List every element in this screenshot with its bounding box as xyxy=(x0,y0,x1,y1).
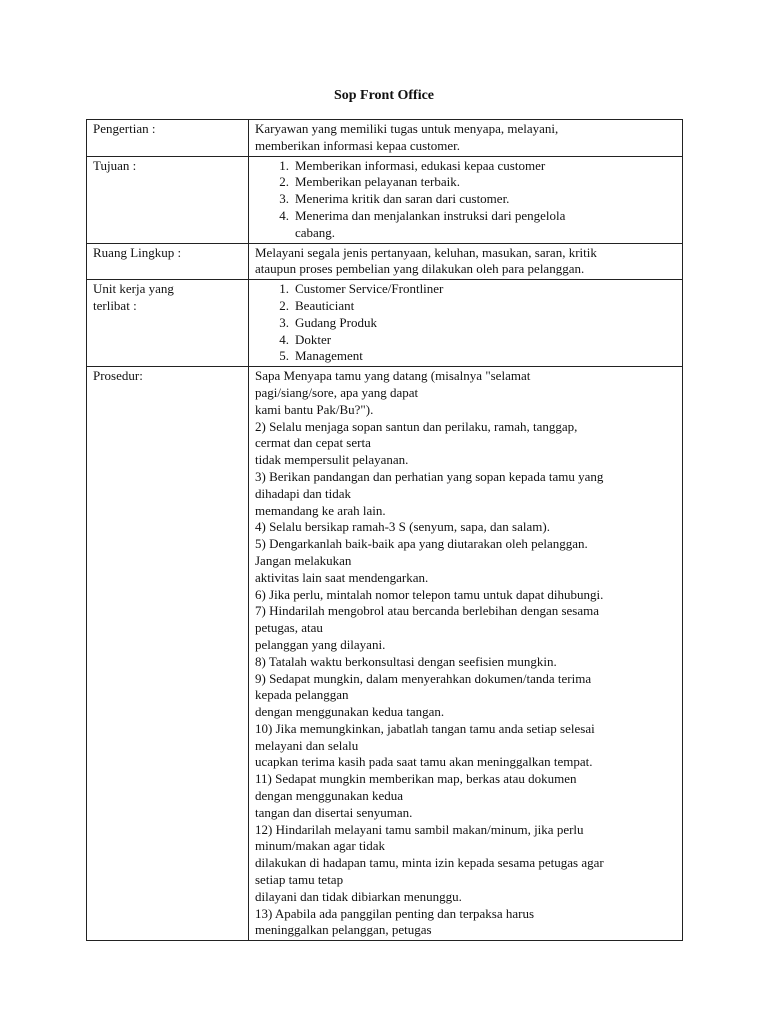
prosedur-line: melayani dan selalu xyxy=(255,737,359,753)
prosedur-line: 8) Tatalah waktu berkonsultasi dengan seefisien mungkin. xyxy=(255,653,557,669)
list-item xyxy=(295,348,676,365)
list-item xyxy=(295,298,676,315)
prosedur-line: meninggalkan pelanggan, petugas xyxy=(255,922,432,938)
ruang-line: ataupun proses pembelian yang dilakukan oleh para pelanggan. xyxy=(255,261,585,277)
list-item xyxy=(295,191,676,208)
pengertian-line: memberikan informasi kepaa customer. xyxy=(255,137,461,153)
prosedur-line: memandang ke arah lain. xyxy=(255,502,386,518)
unit-list xyxy=(255,281,676,365)
label-ruang-lingkup: Ruang Lingkup : xyxy=(87,243,249,280)
row-prosedur xyxy=(87,367,683,941)
prosedur-line: 11) Sedapat mungkin memberikan map, berkas atau dokumen xyxy=(255,771,577,787)
prosedur-line: 5) Dengarkanlah baik-baik apa yang diutarakan oleh pelanggan. xyxy=(255,536,588,552)
list-item-text: Customer Service/Frontliner xyxy=(295,281,444,297)
prosedur-line: dengan menggunakan kedua xyxy=(255,788,404,804)
list-item xyxy=(295,158,676,175)
row-unit-kerja xyxy=(87,280,683,367)
prosedur-line: 10) Jika memungkinkan, jabatlah tangan tamu anda setiap selesai xyxy=(255,720,595,736)
label-tujuan: Tujuan : xyxy=(87,156,249,243)
prosedur-line: 6) Jika perlu, mintalah nomor telepon tamu untuk dapat dihubungi. xyxy=(255,586,604,602)
prosedur-line: dengan menggunakan kedua tangan. xyxy=(255,704,445,720)
prosedur-line: minum/makan agar tidak xyxy=(255,838,385,854)
list-item-text: Memberikan informasi, edukasi kepaa customer xyxy=(295,157,546,173)
prosedur-line: setiap tamu tetap xyxy=(255,872,344,888)
prosedur-line: 7) Hindarilah mengobrol atau bercanda berlebihan dengan sesama xyxy=(255,603,599,619)
label-unit-kerja-line: terlibat : xyxy=(93,297,137,313)
row-pengertian xyxy=(87,120,683,157)
row-tujuan xyxy=(87,156,683,243)
label-unit-kerja xyxy=(87,280,249,367)
list-item xyxy=(295,332,676,349)
sop-table xyxy=(86,119,683,941)
prosedur-line: pagi/siang/sore, apa yang dapat xyxy=(255,384,419,400)
prosedur-line: pelanggan yang dilayani. xyxy=(255,636,386,652)
list-item xyxy=(295,174,676,191)
label-pengertian: Pengertian : xyxy=(87,120,249,157)
content-prosedur xyxy=(249,367,683,941)
prosedur-line: dihadapi dan tidak xyxy=(255,485,352,501)
prosedur-line: 12) Hindarilah melayani tamu sambil makan/minum, jika perlu xyxy=(255,821,584,837)
prosedur-line: ucapkan terima kasih pada saat tamu akan meninggalkan tempat. xyxy=(255,754,593,770)
list-item-text: Management xyxy=(295,348,363,364)
prosedur-line: kepada pelanggan xyxy=(255,687,349,703)
prosedur-line: tangan dan disertai senyuman. xyxy=(255,804,413,820)
content-tujuan xyxy=(249,156,683,243)
list-item-text: Menerima kritik dan saran dari customer. xyxy=(295,191,510,207)
list-item-text: Beauticiant xyxy=(295,297,355,313)
pengertian-line: Karyawan yang memiliki tugas untuk menyapa, melayani, xyxy=(255,121,559,136)
prosedur-line: 9) Sedapat mungkin, dalam menyerahkan dokumen/tanda terima xyxy=(255,670,592,686)
prosedur-line: dilayani dan tidak dibiarkan menunggu. xyxy=(255,888,462,904)
list-item-text: Memberikan pelayanan terbaik. xyxy=(295,174,460,190)
prosedur-line: 2) Selalu menjaga sopan santun dan perilaku, ramah, tanggap, xyxy=(255,418,578,434)
prosedur-line: 3) Berikan pandangan dan perhatian yang sopan kepada tamu yang xyxy=(255,468,604,484)
prosedur-line: tidak mempersulit pelayanan. xyxy=(255,452,409,468)
prosedur-line: aktivitas lain saat mendengarkan. xyxy=(255,569,429,585)
prosedur-line: cermat dan cepat serta xyxy=(255,435,371,451)
list-item-text: Gudang Produk xyxy=(295,314,377,330)
content-unit-kerja xyxy=(249,280,683,367)
ruang-line: Melayani segala jenis pertanyaan, keluhan, masukan, saran, kritik xyxy=(255,244,597,260)
document-title: Sop Front Office xyxy=(333,88,435,103)
content-ruang-lingkup xyxy=(249,243,683,280)
prosedur-line: kami bantu Pak/Bu?"). xyxy=(255,401,374,417)
list-item-text: Menerima dan menjalankan instruksi dari pengelola xyxy=(295,207,566,223)
list-item-text: Dokter xyxy=(295,331,332,347)
prosedur-line: dilakukan di hadapan tamu, minta izin kepada sesama petugas agar xyxy=(255,855,604,871)
list-item xyxy=(295,281,676,298)
tujuan-list xyxy=(255,158,676,242)
prosedur-line: petugas, atau xyxy=(255,620,323,636)
row-ruang-lingkup xyxy=(87,243,683,280)
label-unit-kerja-line: Unit kerja yang xyxy=(93,281,174,297)
label-prosedur: Prosedur: xyxy=(87,367,249,941)
content-pengertian xyxy=(249,120,683,157)
list-item xyxy=(295,208,676,242)
prosedur-line: 13) Apabila ada panggilan penting dan terpaksa harus xyxy=(255,905,535,921)
prosedur-line: 4) Selalu bersikap ramah-3 S (senyum, sapa, dan salam). xyxy=(255,519,550,535)
list-item-text: cabang. xyxy=(295,224,336,240)
prosedur-line: Sapa Menyapa tamu yang datang (misalnya "selamat xyxy=(255,368,531,384)
prosedur-line: Jangan melakukan xyxy=(255,552,352,568)
list-item xyxy=(295,315,676,332)
